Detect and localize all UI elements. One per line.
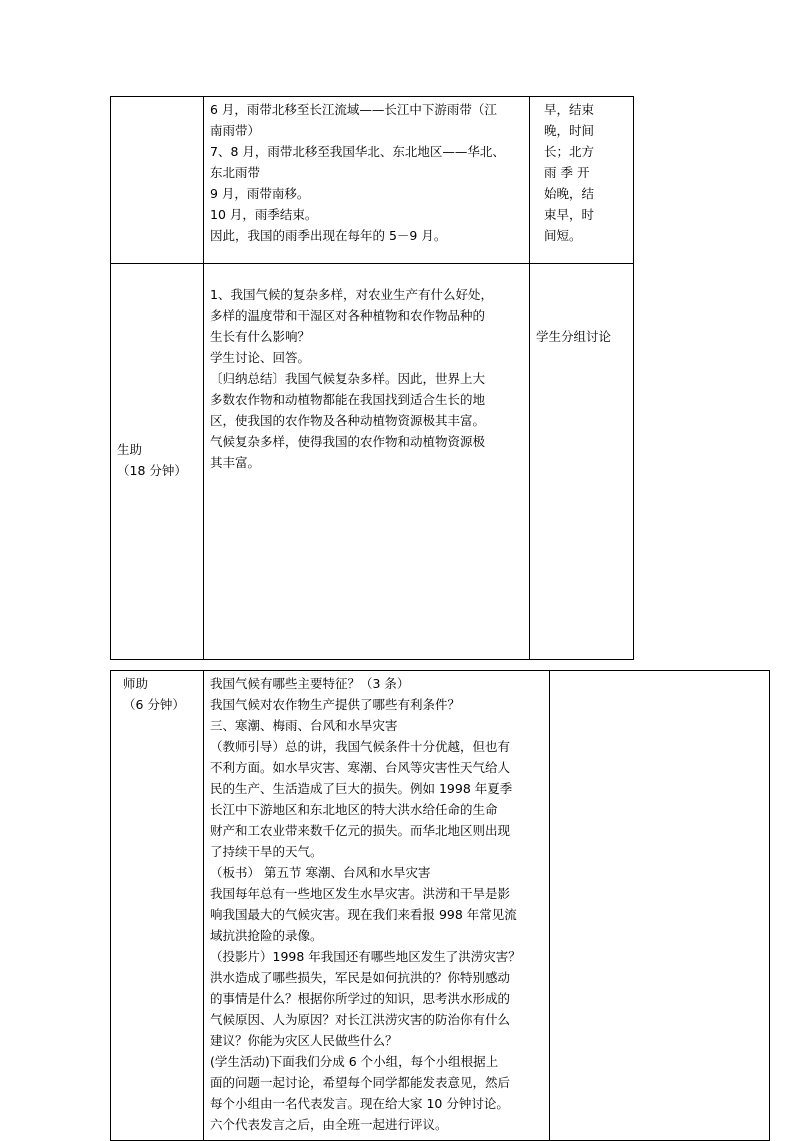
activity-text: 学生分组讨论	[536, 329, 612, 344]
text-line: 建议？你能为灾区人民做些什么？	[210, 1033, 398, 1048]
text-line: （投影片）1998 年我国还有哪些地区发生了洪涝灾害？	[210, 949, 521, 964]
text-line: 9 月，雨带南移。	[210, 186, 310, 201]
text-line: 雨 季 开	[544, 165, 590, 180]
content-cell	[204, 264, 530, 660]
text-line: 1、我国气候的复杂多样，对农业生产有什么好处，	[210, 287, 493, 302]
notes-cell	[550, 671, 770, 1141]
text-line: 南雨带）	[210, 123, 261, 138]
text-line: 生长有什么影响？	[210, 329, 311, 344]
text-line: （板书） 第五节 寒潮、台风和水旱灾害	[210, 865, 431, 880]
text-line: 六个代表发言之后，由全班一起进行评议。	[210, 1117, 448, 1132]
text-line: 因此，我国的雨季出现在每年的 5－9 月。	[210, 228, 447, 243]
text-line: 间短。	[544, 228, 582, 243]
text-line: 民的生产、生活造成了巨大的损失。例如 1998 年夏季	[210, 781, 513, 796]
stage-label: 生助	[117, 442, 143, 457]
content-cell	[204, 97, 530, 264]
text-line: 气候复杂多样，使得我国的农作物和动植物资源极	[210, 434, 486, 449]
text-line: 面的问题一起讨论，希望每个同学都能发表意见，然后	[210, 1075, 511, 1090]
text-line: 不利方面。如水旱灾害、寒潮、台风等灾害性天气给人	[210, 760, 511, 775]
stage-time: （6 分钟）	[123, 697, 185, 712]
text-line: 区，使我国的农作物及各种动植物资源极其丰富。	[210, 413, 486, 428]
text-line: 多样的温度带和干湿区对各种植物和农作物品种的	[210, 308, 486, 323]
text-line: 东北雨带	[210, 165, 261, 180]
content-cell	[204, 671, 550, 1141]
text-line: 我国每年总有一些地区发生水旱灾害。洪涝和干旱是影	[210, 886, 511, 901]
text-line: 早，结束	[544, 102, 595, 117]
text-line: 了持续干旱的天气。	[210, 844, 323, 859]
lesson-table-bottom	[110, 670, 770, 1141]
text-line: (学生活动)下面我们分成 6 个小组，每个小组根据上	[210, 1054, 499, 1069]
text-line: 财产和工农业带来数千亿元的损失。而华北地区则出现	[210, 823, 511, 838]
text-line: 10 月，雨季结束。	[210, 207, 318, 222]
table-row-rain-belt	[111, 97, 634, 264]
text-line: 始晚，结	[544, 186, 595, 201]
text-line: 多数农作物和动植物都能在我国找到适合生长的地	[210, 392, 486, 407]
text-line: 我国气候对农作物生产提供了哪些有利条件？	[210, 697, 461, 712]
text-line: 〔归纳总结〕我国气候复杂多样。因此，世界上大	[210, 371, 486, 386]
text-line: （教师引导）总的讲，我国气候条件十分优越，但也有	[210, 739, 511, 754]
text-line: 响我国最大的气候灾害。现在我们来看报 998 年常见流	[210, 907, 517, 922]
text-line: 长江中下游地区和东北地区的特大洪水给任命的生命	[210, 802, 498, 817]
text-line: 的事情是什么？根据你所学过的知识，思考洪水形成的	[210, 991, 511, 1006]
text-line: 每个小组由一名代表发言。现在给大家 10 分钟讨论。	[210, 1096, 509, 1111]
stage-label: 师助	[123, 676, 149, 691]
table-row-student-help	[111, 264, 634, 660]
text-line: 束早，时	[544, 207, 595, 222]
notes-cell	[530, 97, 634, 264]
stage-cell	[111, 671, 204, 1141]
text-line: 其丰富。	[210, 455, 261, 470]
text-line: 域抗洪抢险的录像。	[210, 928, 323, 943]
text-line: 7、8 月，雨带北移至我国华北、东北地区——华北、	[210, 144, 505, 159]
stage-cell	[111, 264, 204, 660]
stage-cell-empty	[111, 97, 204, 264]
text-line: 学生讨论、回答。	[210, 350, 311, 365]
text-line: 晚，时间	[544, 123, 595, 138]
activity-cell	[530, 264, 634, 660]
table-row-teacher-help	[111, 671, 770, 1141]
text-line: 气候原因、人为原因？对长江洪涝灾害的防治你有什么	[210, 1012, 511, 1027]
text-line: 洪水造成了哪些损失，军民是如何抗洪的？你特别感动	[210, 970, 511, 985]
lesson-table-top	[110, 96, 634, 660]
text-line: 6 月，雨带北移至长江流域——长江中下游雨带（江	[210, 102, 497, 117]
stage-time: （18 分钟）	[117, 463, 187, 478]
text-line: 我国气候有哪些主要特征？（3 条）	[210, 676, 410, 691]
text-line: 三、寒潮、梅雨、台风和水旱灾害	[210, 718, 398, 733]
text-line: 长；北方	[544, 144, 595, 159]
